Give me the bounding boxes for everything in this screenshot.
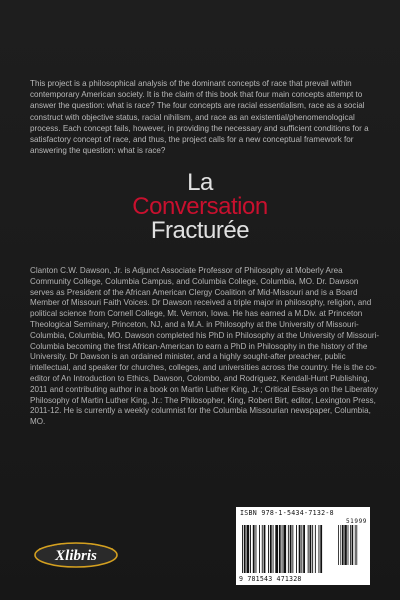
xlibris-logo: [33, 539, 119, 569]
price-barcode-bar: [352, 525, 354, 565]
barcode-bar: [320, 525, 322, 573]
price-barcode-bar: [344, 525, 346, 565]
barcode-bar: [319, 525, 320, 573]
barcode-bar: [275, 525, 278, 573]
barcode-bar: [290, 525, 292, 573]
barcode-bar: [256, 525, 257, 573]
publisher-name: Xlibris: [55, 548, 97, 564]
price-barcode-bar: [340, 525, 341, 565]
barcode-bar: [279, 525, 281, 573]
price-barcode-bar: [342, 525, 344, 565]
barcode-bar: [250, 525, 251, 573]
barcode-bar: [303, 525, 305, 573]
barcode-bar: [247, 525, 250, 573]
price-barcode-bar: [356, 525, 357, 565]
price-barcode-bar: [350, 525, 351, 565]
barcode-bar: [242, 525, 243, 573]
author-bio: Clanton C.W. Dawson, Jr. is Adjunct Associate Professor of Philosophy at Moberly Area Community College, Columbia Campus, and Columbia College, Columbia, MO. Dr. Dawson serves as President of the African American Clergy Coalition of Mid-Missouri and is a Board Member of Missouri Faith Voices. Dr Dawson received a triple major in philosophy, religion, and political science from Cornell College, Mt. Vernon, Iowa. He has earned a M.Div. at Princeton Theological Seminary, Princeton, NJ, and a M.A. in Philosophy at the University of Missouri-Columbia, Columbia, MO. Dawson completed his PhD in Philosophy at the University of Missouri-Columbia becoming the first African-American to earn a PhD in Philosophy in the history of the University. Dr Dawson is an ordained minister, and a highly sought-after preacher, public intellectual, and speaker for churches, colleges, and universities across the country. He is the co-editor of An Introduction to Ethics, Dawson, Colombo, and Rodriguez, Kendall-Hunt Publishing, 2011 and contributing author in a book on Martin Luther King, Jr.; Critical Essays on the Liberatoy Philosophy of Martin Luther King, Jr.: The Philosopher, King, Robert Birt, editor, Lexington Press, 2011-12. He is currently a weekly columnist for the Columbia Missourian newspaper, Columbia, MO.: [30, 266, 380, 427]
barcode-bar: [312, 525, 313, 573]
price-code: 51999: [345, 518, 367, 525]
barcode-bar: [292, 525, 293, 573]
barcode-bar: [268, 525, 269, 573]
title-line-3: Fracturée: [150, 217, 250, 244]
barcode-bar: [259, 525, 260, 573]
barcode-bar: [270, 525, 272, 573]
barcode-bar: [264, 525, 266, 573]
barcode-graphic: [240, 525, 366, 575]
title-line-2: Conversation: [132, 193, 268, 220]
barcode-bar: [262, 525, 263, 573]
barcode-bar: [253, 525, 255, 573]
barcode-bar: [308, 525, 309, 573]
barcode-bar: [244, 525, 246, 573]
barcode-bar: [282, 525, 283, 573]
barcode-bar: [299, 525, 301, 573]
ean-digits: 9 781543 471328: [239, 575, 302, 583]
book-synopsis: This project is a philosophical analysis of the dominant concepts of race that prevail within contemporary American society. It is the claim of this book that four main concepts attempt to answer the question: what is race? The four concepts are racial essentialism, race as a social construct with objective status, racial nihilism, and race as an existential/phenomenological process. Each concept fails, however, in providing the necessary and sufficient conditions for a satisfactory concept of race, and thus, the project calls for a new conceptual framework for answering the question: what is race?: [30, 79, 369, 156]
barcode-bar: [283, 525, 286, 573]
barcode-bar: [310, 525, 312, 573]
barcode-bar: [273, 525, 274, 573]
barcode-bar: [315, 525, 316, 573]
price-barcode-bar: [348, 525, 349, 565]
barcode-bar: [296, 525, 297, 573]
barcode-bar: [288, 525, 289, 573]
isbn-label: ISBN 978-1-5434-7132-8: [240, 509, 334, 517]
book-title: [0, 171, 400, 243]
price-barcode-bar: [355, 525, 356, 565]
price-barcode-bar: [338, 525, 339, 565]
barcode-panel: [236, 507, 370, 585]
barcode-bar: [301, 525, 302, 573]
title-line-1: La: [187, 169, 213, 196]
